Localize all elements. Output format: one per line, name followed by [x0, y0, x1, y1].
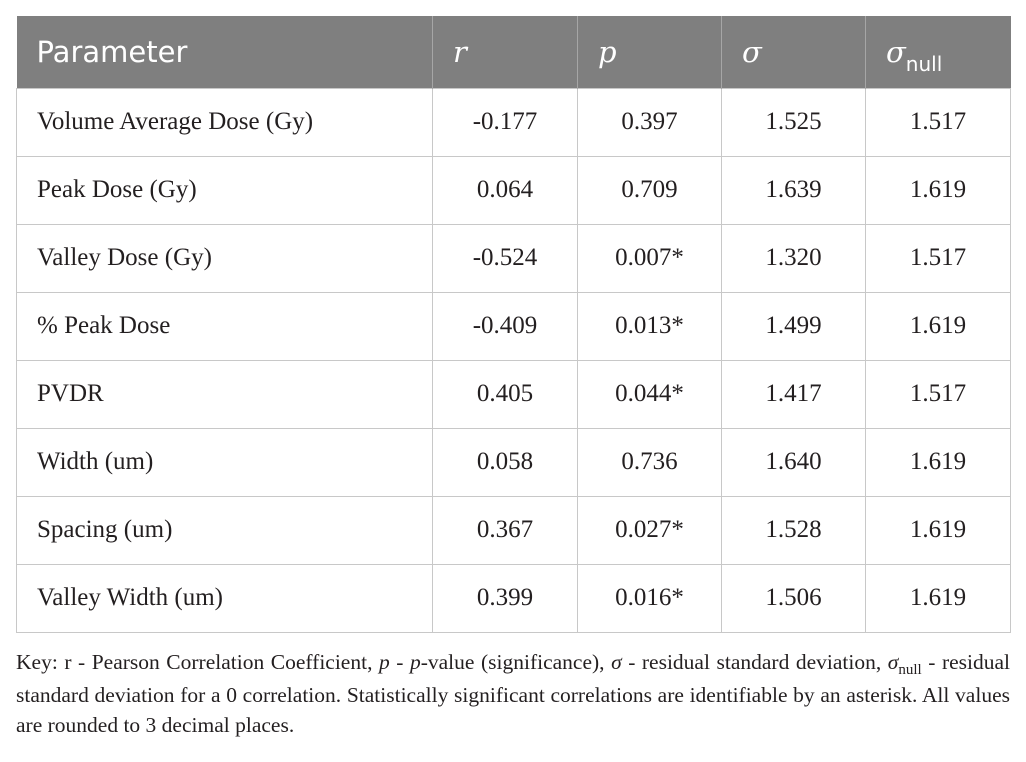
table-header: [17, 16, 1011, 88]
cell-sigma-null: 1.619: [866, 564, 1011, 632]
cell-r: -0.409: [433, 292, 578, 360]
cell-p: 0.016*: [578, 564, 722, 632]
header-sigma: σ: [722, 16, 866, 88]
table-row: [17, 564, 1011, 632]
table-footnote: [16, 647, 1010, 740]
cell-sigma-null: 1.619: [866, 156, 1011, 224]
header-r: r: [433, 16, 578, 88]
cell-p: 0.007*: [578, 224, 722, 292]
table-row: [17, 156, 1011, 224]
table-row: [17, 224, 1011, 292]
key-sigma-null-subscript: null: [898, 661, 922, 678]
cell-sigma-null: 1.517: [866, 360, 1011, 428]
cell-sigma-null: 1.619: [866, 428, 1011, 496]
cell-r: 0.367: [433, 496, 578, 564]
header-parameter: Parameter: [17, 16, 433, 88]
header-row: [17, 16, 1011, 88]
key-text-1: Key: r - Pearson Correlation Coefficient,: [16, 649, 379, 674]
header-sigma-null: [866, 16, 1011, 88]
cell-sigma-null: 1.619: [866, 292, 1011, 360]
cell-p: 0.397: [578, 88, 722, 156]
cell-parameter: Peak Dose (Gy): [17, 156, 433, 224]
table-row: [17, 496, 1011, 564]
key-text-5: - residual standard deviation for a 0 correlation. Statistically significant correlations are identifiable by an asterisk. All values are rounded to 3 decimal places.: [16, 649, 1010, 737]
cell-r: -0.524: [433, 224, 578, 292]
cell-sigma: 1.506: [722, 564, 866, 632]
sigma-null-subscript: null: [905, 51, 943, 76]
cell-r: -0.177: [433, 88, 578, 156]
cell-sigma-null: 1.619: [866, 496, 1011, 564]
correlation-table: [16, 16, 1011, 633]
cell-p: 0.709: [578, 156, 722, 224]
cell-sigma: 1.528: [722, 496, 866, 564]
cell-sigma: 1.499: [722, 292, 866, 360]
cell-parameter: % Peak Dose: [17, 292, 433, 360]
key-p-symbol: p: [378, 649, 390, 674]
cell-sigma: 1.417: [722, 360, 866, 428]
table-row: [17, 88, 1011, 156]
cell-r: 0.399: [433, 564, 578, 632]
cell-sigma-null: 1.517: [866, 224, 1011, 292]
sigma-null-symbol: σ: [886, 34, 906, 69]
cell-sigma: 1.525: [722, 88, 866, 156]
cell-parameter: Spacing (um): [17, 496, 433, 564]
cell-sigma-null: 1.517: [866, 88, 1011, 156]
table-row: [17, 428, 1011, 496]
cell-r: 0.064: [433, 156, 578, 224]
cell-r: 0.405: [433, 360, 578, 428]
cell-parameter: Valley Dose (Gy): [17, 224, 433, 292]
cell-parameter: Width (um): [17, 428, 433, 496]
key-sigma-symbol: σ: [611, 649, 622, 674]
cell-p: 0.027*: [578, 496, 722, 564]
cell-parameter: Valley Width (um): [17, 564, 433, 632]
cell-parameter: PVDR: [17, 360, 433, 428]
cell-parameter: Volume Average Dose (Gy): [17, 88, 433, 156]
table-body: [17, 88, 1011, 632]
key-text-3: -value (significance),: [420, 649, 612, 674]
table-row: [17, 292, 1011, 360]
key-sigma-null-symbol: σ: [887, 649, 899, 674]
cell-r: 0.058: [433, 428, 578, 496]
cell-sigma: 1.320: [722, 224, 866, 292]
cell-p: 0.044*: [578, 360, 722, 428]
key-p-symbol-2: p: [409, 649, 421, 674]
key-text-2: -: [389, 649, 410, 674]
cell-p: 0.736: [578, 428, 722, 496]
key-text-4: - residual standard deviation,: [621, 649, 888, 674]
cell-sigma: 1.639: [722, 156, 866, 224]
cell-sigma: 1.640: [722, 428, 866, 496]
cell-p: 0.013*: [578, 292, 722, 360]
document: [16, 16, 1010, 740]
header-p: p: [578, 16, 722, 88]
table-row: [17, 360, 1011, 428]
